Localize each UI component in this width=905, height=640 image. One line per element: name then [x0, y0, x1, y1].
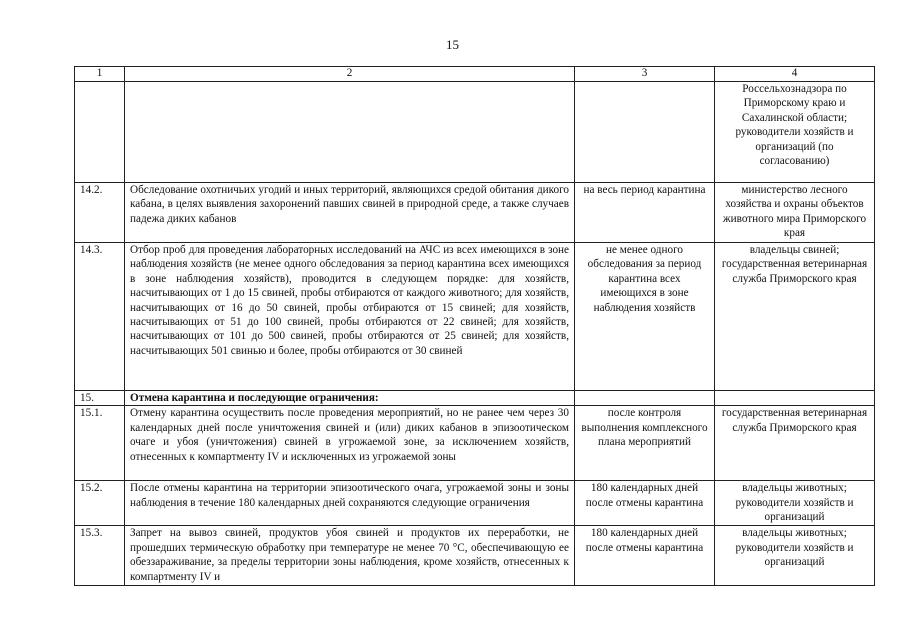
- page-number: 15: [446, 37, 459, 52]
- row-text: Отмену карантина осуществить после проведения мероприятий, но не ранее чем через 30 календарных дней после уничтожения свиней и (или) диких кабанов в эпизоотическом очаге и убоя (уничтожения) свиней в угрожаемой зоне, за исключением хозяйств, отнесенных к компартменту IV и исключенных из угрожаемой зоны: [125, 406, 575, 481]
- row-number: 15.3.: [75, 526, 125, 586]
- column-number-3: 3: [575, 67, 715, 82]
- row-responsible: [715, 391, 875, 406]
- table-row: [75, 183, 875, 243]
- row-period: 180 календарных дней после отмены карантина: [575, 526, 715, 586]
- row-period: на весь период карантина: [575, 183, 715, 243]
- row-period: не менее одного обследования за период карантина всех имеющихся в зоне наблюдения хозяйств: [575, 243, 715, 391]
- row-number: [75, 82, 125, 183]
- row-number: 14.3.: [75, 243, 125, 391]
- column-number-1: 1: [75, 67, 125, 82]
- column-number-2: 2: [125, 67, 575, 82]
- row-responsible: владельцы животных; руководители хозяйств и организаций: [715, 526, 875, 586]
- row-text: Обследование охотничьих угодий и иных территорий, являющихся средой обитания дикого кабана, в целях выявления захоронений павших свиней в природной среде, а также случаев падежа диких кабанов: [125, 183, 575, 243]
- plan-table: [74, 66, 875, 586]
- row-text: Запрет на вывоз свиней, продуктов убоя свиней и продуктов их переработки, не прошедших термическую обработку при температуре не менее 70 °С, обеспечивающую ее обеззараживание, за пределы территории зоны наблюдения, кроме хозяйств, отнесенных к компартменту IV и: [125, 526, 575, 586]
- row-period: после контроля выполнения комплексного плана мероприятий: [575, 406, 715, 481]
- table-row: [75, 481, 875, 526]
- row-text: [125, 82, 575, 183]
- column-number-4: 4: [715, 67, 875, 82]
- section-row: [75, 391, 875, 406]
- table-row: [75, 406, 875, 481]
- row-responsible: владельцы свиней; государственная ветеринарная служба Приморского края: [715, 243, 875, 391]
- table-header-row: [75, 67, 875, 82]
- table-row: [75, 243, 875, 391]
- section-title: Отмена карантина и последующие ограничения:: [125, 391, 575, 406]
- row-number: 14.2.: [75, 183, 125, 243]
- section-number: 15.: [75, 391, 125, 406]
- row-responsible: Россельхознадзора по Приморскому краю и Сахалинской области; руководители хозяйств и организаций (по согласованию): [715, 82, 875, 183]
- table-row: [75, 526, 875, 586]
- row-responsible: государственная ветеринарная служба Приморского края: [715, 406, 875, 481]
- row-responsible: министерство лесного хозяйства и охраны объектов животного мира Приморского края: [715, 183, 875, 243]
- table-row: [75, 82, 875, 183]
- row-number: 15.2.: [75, 481, 125, 526]
- row-text: После отмены карантина на территории эпизоотического очага, угрожаемой зоны и зоны наблюдения в течение 180 календарных дней сохраняются следующие ограничения: [125, 481, 575, 526]
- row-period: [575, 391, 715, 406]
- row-text: Отбор проб для проведения лабораторных исследований на АЧС из всех имеющихся в зоне наблюдения хозяйств (не менее одного обследования за период карантина всех имеющихся в зоне наблюдения хозяйств), проводится в следующем порядке: для хозяйств, насчитывающих от 1 до 15 свиней, пробы отбираются от каждого животного; для хозяйств, насчитывающих от 16 до 50 свиней, пробы отбираются от 15 свиней; для хозяйств, насчитывающих от 51 до 100 свиней, пробы отбираются от 22 свиней; для хозяйств, насчитывающих от 101 до 500 свиней, пробы отбираются от 25 свиней; для хозяйств, насчитывающих 501 свинью и более, пробы отбираются от 30 свиней: [125, 243, 575, 391]
- row-period: 180 календарных дней после отмены карантина: [575, 481, 715, 526]
- row-number: 15.1.: [75, 406, 125, 481]
- row-period: [575, 82, 715, 183]
- row-responsible: владельцы животных; руководители хозяйств и организаций: [715, 481, 875, 526]
